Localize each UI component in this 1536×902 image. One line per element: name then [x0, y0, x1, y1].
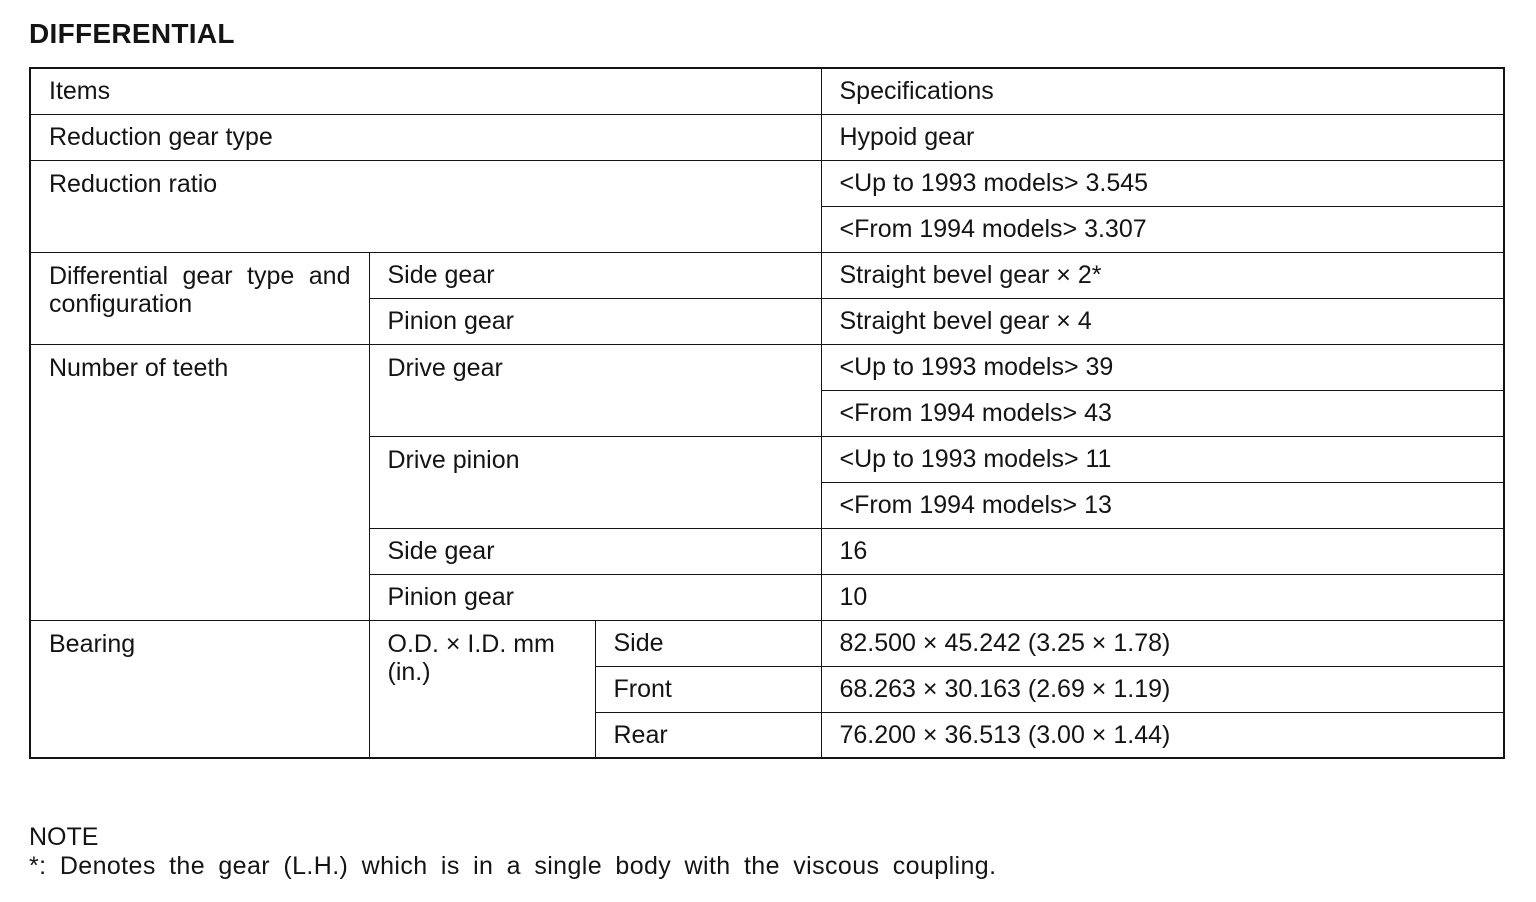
bearing-front-value: 68.263 × 30.163 (2.69 × 1.19) — [821, 666, 1504, 712]
teeth-pinion-gear-label: Pinion gear — [369, 574, 821, 620]
drive-pinion-early: <Up to 1993 models> 11 — [821, 436, 1504, 482]
bearing-front-label: Front — [595, 666, 821, 712]
drive-gear-label: Drive gear — [369, 344, 821, 436]
bearing-rear-value: 76.200 × 36.513 (3.00 × 1.44) — [821, 712, 1504, 758]
table-header-row — [30, 68, 1504, 114]
reduction-gear-type-label: Reduction gear type — [30, 114, 821, 160]
diff-side-gear-value: Straight bevel gear × 2* — [821, 252, 1504, 298]
teeth-pinion-gear-value: 10 — [821, 574, 1504, 620]
teeth-side-gear-label: Side gear — [369, 528, 821, 574]
table-row — [30, 252, 1504, 298]
differential-spec-table — [29, 67, 1505, 759]
teeth-side-gear-value: 16 — [821, 528, 1504, 574]
table-row — [30, 160, 1504, 206]
diff-pinion-gear-label: Pinion gear — [369, 298, 821, 344]
header-specifications: Specifications — [821, 68, 1504, 114]
drive-gear-early: <Up to 1993 models> 39 — [821, 344, 1504, 390]
reduction-gear-type-value: Hypoid gear — [821, 114, 1504, 160]
header-items: Items — [30, 68, 821, 114]
reduction-ratio-label: Reduction ratio — [30, 160, 821, 252]
bearing-rear-label: Rear — [595, 712, 821, 758]
drive-pinion-label: Drive pinion — [369, 436, 821, 528]
reduction-ratio-early: <Up to 1993 models> 3.545 — [821, 160, 1504, 206]
table-row — [30, 344, 1504, 390]
diff-side-gear-label: Side gear — [369, 252, 821, 298]
teeth-label: Number of teeth — [30, 344, 369, 620]
table-row — [30, 114, 1504, 160]
diff-gear-label: Differential gear type and configuration — [30, 252, 369, 344]
reduction-ratio-late: <From 1994 models> 3.307 — [821, 206, 1504, 252]
note-text: *: Denotes the gear (L.H.) which is in a single body with the viscous coupling. — [29, 852, 997, 880]
drive-gear-late: <From 1994 models> 43 — [821, 390, 1504, 436]
diff-pinion-gear-value: Straight bevel gear × 4 — [821, 298, 1504, 344]
bearing-side-value: 82.500 × 45.242 (3.25 × 1.78) — [821, 620, 1504, 666]
page-title: DIFFERENTIAL — [29, 18, 235, 49]
bearing-side-label: Side — [595, 620, 821, 666]
bearing-dim-label: O.D. × I.D. mm (in.) — [369, 620, 595, 758]
bearing-label: Bearing — [30, 620, 369, 758]
table-row — [30, 620, 1504, 666]
drive-pinion-late: <From 1994 models> 13 — [821, 482, 1504, 528]
note-title: NOTE — [29, 823, 99, 851]
